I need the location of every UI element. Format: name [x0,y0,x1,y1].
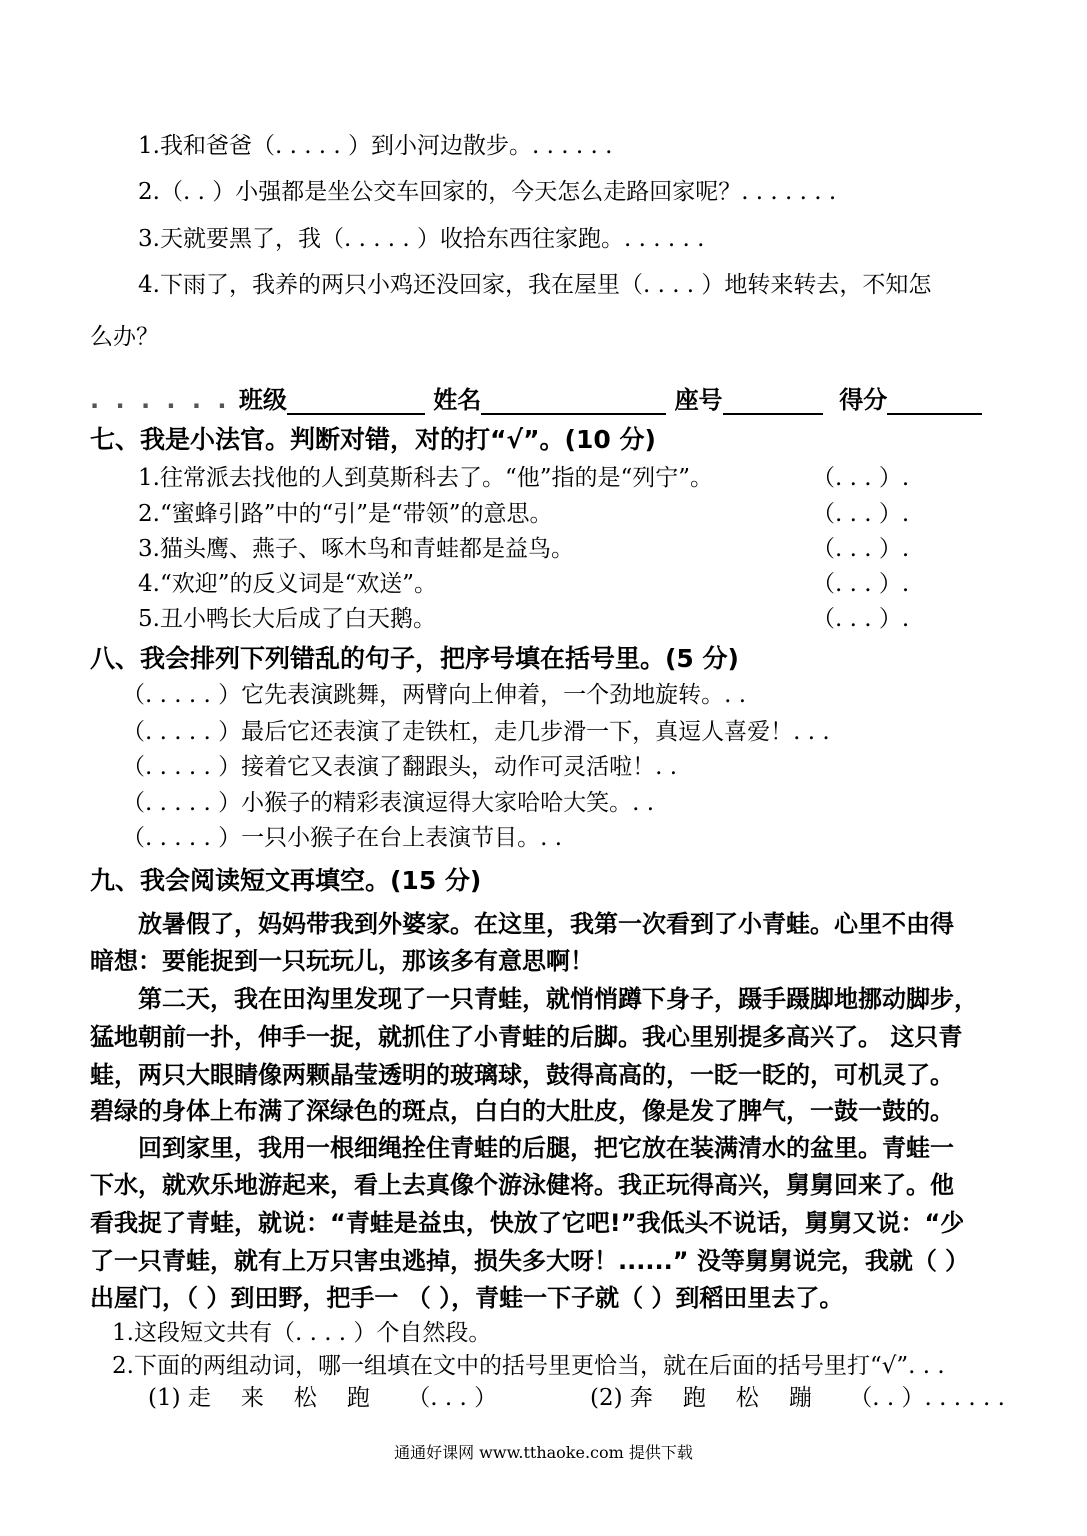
option-2-bracket[interactable]: （. . ）. . . . . . [849,1385,1005,1411]
judge-item-4: 4.“欢迎”的反义词是“欢送”。 [138,571,437,597]
reading-question-2: 2.下面的两组动词，哪一组填在文中的括号里更恰当，就在后面的括号里打“√”. . . [112,1353,945,1379]
passage-line-4: 猛地朝前一扑，伸手一捉，就抓住了小青蛙的后脚。我心里别提多高兴了。 这只青 [90,1023,963,1051]
judge-bracket-2[interactable]: （. . . ）. [812,501,910,527]
student-info-row [90,385,982,415]
score-blank[interactable] [887,389,982,415]
order-item-1: （. . . . . ）它先表演跳舞，两臂向上伸着，一个劲地旋转。. . [122,682,747,708]
fill-question-2: 2.（. . ）小强都是坐公交车回家的，今天怎么走路回家呢？. . . . . . . [138,179,837,205]
order-item-4: （. . . . . ）小猴子的精彩表演逗得大家哈哈大笑。. . [122,790,655,816]
passage-line-9: 看我捉了青蛙，就说：“青蛙是益虫，快放了它吧!”我低头不说话，舅舅又说：“少 [90,1209,965,1237]
seat-blank[interactable] [723,389,823,415]
passage-line-10: 了一只青蛙，就有上万只害虫逃掉，损失多大呀！......” 没等舅舅说完，我就（ ） [90,1247,970,1275]
judge-item-3: 3.猫头鹰、燕子、啄木鸟和青蛙都是益鸟。 [138,536,574,562]
option-1 [148,1383,497,1413]
fill-question-4-cont: 么办？ [90,324,159,350]
option-2-words: 奔跑松蹦 [629,1385,842,1411]
passage-line-5: 蛙，两只大眼睛像两颗晶莹透明的玻璃球，鼓得高高的，一眨一眨的，可机灵了。 [90,1061,954,1089]
leading-dots: . . . . . . [90,386,231,414]
section-9-title: 九、我会阅读短文再填空。(15 分) [90,866,482,895]
seat-label: 座号 [674,386,723,414]
option-1-bracket[interactable]: （. . . ） [407,1385,498,1411]
reading-question-1: 1.这段短文共有（. . . . ）个自然段。 [112,1320,492,1346]
judge-item-1: 1.往常派去找他的人到莫斯科去了。“他”指的是“列宁”。 [138,465,713,491]
passage-line-11: 出屋门，（ ）到田野，把手一 （ ），青蛙一下子就（ ）到稻田里去了。 [90,1284,844,1312]
order-item-2: （. . . . . ）最后它还表演了走铁杠，走几步滑一下，真逗人喜爱！. . . [122,719,830,745]
section-8-title: 八、我会排列下列错乱的句子，把序号填在括号里。(5 分) [90,644,739,673]
footer-watermark: 通通好课网 www.tthaoke.com 提供下载 [394,1443,693,1462]
judge-bracket-4[interactable]: （. . . ）. [812,571,910,597]
name-label: 姓名 [433,386,482,414]
score-label: 得分 [839,386,888,414]
fill-question-4: 4.下雨了，我养的两只小鸡还没回家，我在屋里（. . . . ）地转来转去，不知怎 [138,272,932,298]
passage-line-8: 下水，就欢乐地游起来，看上去真像个游泳健将。我正玩得高兴，舅舅回来了。他 [90,1171,954,1199]
passage-line-7: 回到家里，我用一根细绳拴住青蛙的后腿，把它放在装满清水的盆里。青蛙一 [138,1134,954,1162]
class-blank[interactable] [287,389,425,415]
fill-question-3: 3.天就要黑了，我（. . . . . ）收拾东西往家跑。. . . . . . [138,226,705,252]
order-item-5: （. . . . . ）一只小猴子在台上表演节目。. . [122,825,563,851]
option-1-words: 走来松跑 [187,1385,400,1411]
judge-bracket-1[interactable]: （. . . ）. [812,465,910,491]
fill-question-1: 1.我和爸爸（. . . . . ）到小河边散步。. . . . . . [138,133,613,159]
judge-item-2: 2.“蜜蜂引路”中的“引”是“带领”的意思。 [138,501,553,527]
passage-line-3: 第二天，我在田沟里发现了一只青蛙，就悄悄蹲下身子，蹑手蹑脚地挪动脚步， [138,985,978,1013]
passage-line-2: 暗想：要能捉到一只玩玩儿，那该多有意思啊！ [90,947,594,975]
option-2-number: (2) [590,1385,623,1411]
order-item-3: （. . . . . ）接着它又表演了翻跟头，动作可灵活啦！. . [122,754,678,780]
class-label: 班级 [238,386,287,414]
name-blank[interactable] [481,389,666,415]
passage-line-6: 碧绿的身体上布满了深绿色的斑点，白白的大肚皮，像是发了脾气，一鼓一鼓的。 [90,1097,954,1125]
judge-bracket-5[interactable]: （. . . ）. [812,606,910,632]
section-7-title: 七、我是小法官。判断对错，对的打“√”。(10 分) [90,425,656,454]
judge-bracket-3[interactable]: （. . . ）. [812,536,910,562]
judge-item-5: 5.丑小鸭长大后成了白天鹅。 [138,606,436,632]
option-2 [590,1383,1005,1413]
option-1-number: (1) [148,1385,181,1411]
passage-line-1: 放暑假了，妈妈带我到外婆家。在这里，我第一次看到了小青蛙。心里不由得 [138,910,954,938]
